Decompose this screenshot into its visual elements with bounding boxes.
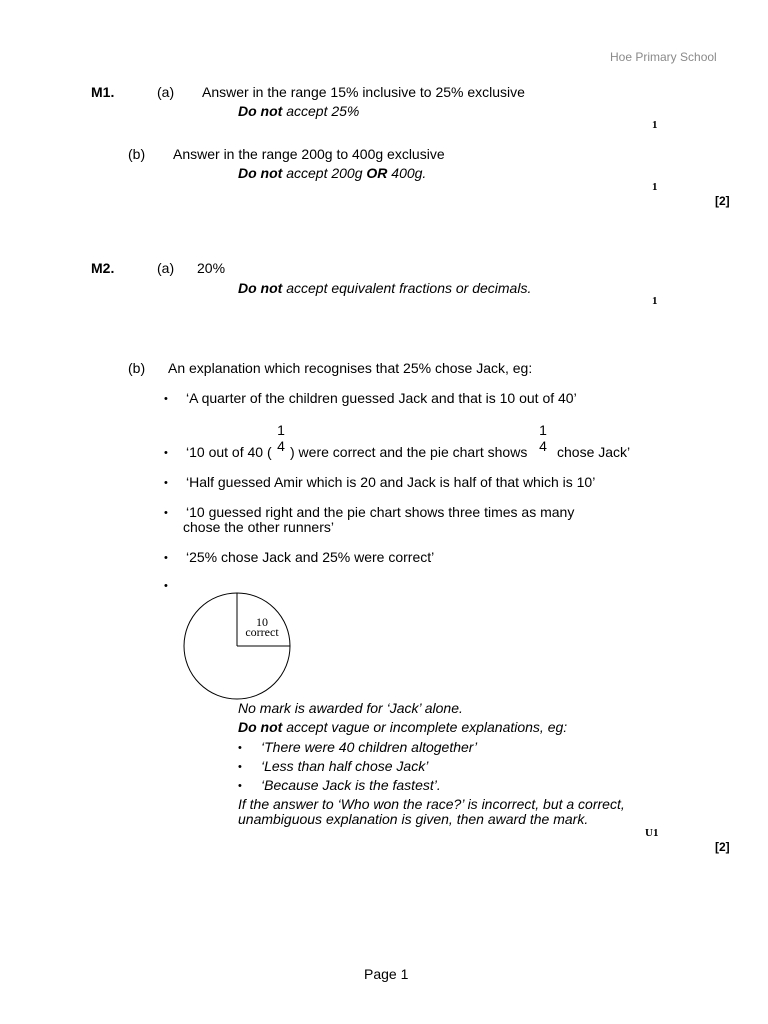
question-number-m1: M1. — [91, 84, 115, 100]
example-1: ‘A quarter of the children guessed Jack and that is 10 out of 40’ — [186, 390, 577, 406]
fraction-denominator: 4 — [539, 438, 547, 454]
bullet: • — [164, 393, 168, 405]
m1a-note-rest: accept 25% — [282, 103, 360, 119]
m2b-intro: An explanation which recognises that 25% chose Jack, eg: — [168, 360, 533, 376]
bullet: • — [238, 780, 242, 792]
m1a-mark: 1 — [652, 119, 658, 131]
m2a-answer: 20% — [197, 260, 226, 276]
bullet: • — [164, 507, 168, 519]
fraction-denominator: 4 — [277, 438, 285, 454]
m1b-label: (b) — [128, 146, 146, 162]
m1b-note-mid: accept 200g — [282, 165, 367, 181]
m1a-note-bold: Do not — [238, 103, 283, 119]
fraction-numerator: 1 — [277, 422, 285, 438]
bullet: • — [164, 552, 168, 564]
vague-example-2: ‘Less than half chose Jack’ — [261, 758, 429, 774]
fraction-one-quarter — [535, 422, 551, 454]
school-name: Hoe Primary School — [610, 50, 717, 64]
m2-total-marks: [2] — [715, 840, 730, 854]
m1a-label: (a) — [157, 84, 175, 100]
final-instruction-line1: If the answer to ‘Who won the race?’ is incorrect, but a correct, — [238, 796, 625, 812]
example-2-middle: ) were correct and the pie chart shows — [290, 444, 528, 460]
m1b-note — [238, 165, 426, 181]
example-4-line1: ‘10 guessed right and the pie chart shows three times as many — [186, 504, 575, 520]
bullet: • — [164, 447, 168, 459]
m2a-note — [238, 280, 531, 296]
question-number-m2: M2. — [91, 260, 115, 276]
bullet: • — [238, 742, 242, 754]
bullet: • — [164, 477, 168, 489]
fraction-one-quarter — [273, 422, 289, 454]
m2a-note-rest: accept equivalent fractions or decimals. — [282, 280, 532, 296]
m1b-note-bold: Do not — [238, 165, 283, 181]
m2b-mark: U1 — [645, 827, 659, 839]
page-number: Page 1 — [364, 966, 409, 982]
pie-label-count: 10 — [256, 615, 268, 629]
m1b-mark: 1 — [652, 181, 658, 193]
m1b-answer: Answer in the range 200g to 400g exclusive — [173, 146, 445, 162]
m1-total-marks: [2] — [715, 194, 730, 208]
vague-note — [238, 719, 567, 735]
example-2-start: ‘10 out of 40 ( — [186, 444, 272, 460]
example-3: ‘Half guessed Amir which is 20 and Jack is half of that which is 10’ — [186, 474, 596, 490]
final-instruction-line2: unambiguous explanation is given, then award the mark. — [238, 811, 589, 827]
m2a-label: (a) — [157, 260, 175, 276]
example-5: ‘25% chose Jack and 25% were correct’ — [186, 549, 435, 565]
m1b-note-or: OR — [366, 165, 388, 181]
m2b-label: (b) — [128, 360, 146, 376]
m1b-note-end: 400g. — [387, 165, 427, 181]
m2a-mark: 1 — [652, 295, 658, 307]
pie-chart-diagram — [180, 592, 294, 700]
vague-note-bold: Do not — [238, 719, 283, 735]
m2a-note-bold: Do not — [238, 280, 283, 296]
vague-note-rest: accept vague or incomplete explanations, eg: — [282, 719, 568, 735]
pie-label-correct: correct — [245, 625, 279, 639]
example-4-line2: chose the other runners’ — [183, 519, 334, 535]
example-2-end: chose Jack’ — [557, 444, 631, 460]
no-mark-note: No mark is awarded for ‘Jack’ alone. — [238, 700, 463, 716]
bullet: • — [164, 580, 168, 592]
vague-example-3: ‘Because Jack is the fastest’. — [261, 777, 441, 793]
fraction-numerator: 1 — [539, 422, 547, 438]
bullet: • — [238, 761, 242, 773]
vague-example-1: ‘There were 40 children altogether’ — [261, 739, 478, 755]
m1a-answer: Answer in the range 15% inclusive to 25% exclusive — [202, 84, 525, 100]
m1a-note — [238, 103, 359, 119]
